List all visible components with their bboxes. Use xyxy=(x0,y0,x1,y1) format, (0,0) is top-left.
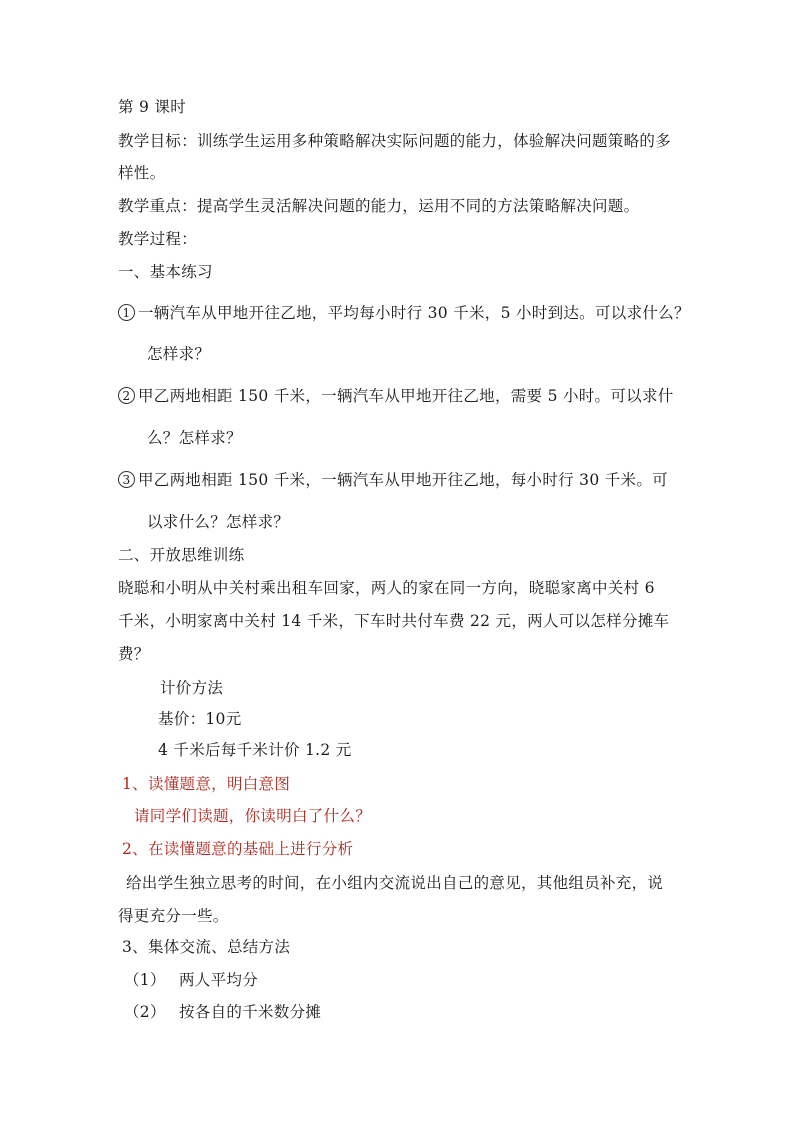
circled-number-1: 1 xyxy=(118,304,135,321)
section1-title: 一、基本练习 xyxy=(118,263,213,281)
step-2-heading: 2、在读懂题意的基础上进行分析 xyxy=(122,840,354,858)
step-1-body: 请同学们读题，你读明白了什么？ xyxy=(134,807,372,825)
process-label: 教学过程： xyxy=(118,230,198,248)
method-2 xyxy=(124,1002,321,1022)
step-2-body-line-1: 给出学生独立思考的时间，在小组内交流说出自己的意见，其他组员补充，说 xyxy=(126,874,664,892)
circled-number-2: 2 xyxy=(118,387,135,404)
exercise-1-line-2: 怎样求？ xyxy=(147,345,211,363)
method-1-text: 两人平均分 xyxy=(179,971,259,989)
exercise-1-line-1: 一辆汽车从甲地开往乙地，平均每小时行 30 千米，5 小时到达。可以求什么？ xyxy=(138,304,690,322)
focus-text: 教学重点：提高学生灵活解决问题的能力，运用不同的方法策略解决问题。 xyxy=(118,197,640,215)
exercise-2-line-1: 甲乙两地相距 150 千米，一辆汽车从甲地开往乙地，需要 5 小时。可以求什 xyxy=(138,387,674,405)
exercise-2-line-2: 么？怎样求？ xyxy=(147,429,242,447)
problem-line-3: 费？ xyxy=(118,645,150,663)
exercise-3-line-2: 以求什么？怎样求？ xyxy=(147,513,290,531)
problem-line-2: 千米，小明家离中关村 14 千米，下车时共付车费 22 元，两人可以怎样分摊车 xyxy=(118,612,670,630)
lesson-title: 第 9 课时 xyxy=(118,98,187,116)
objective-line-1: 教学目标：训练学生运用多种策略解决实际问题的能力，体验解决问题策略的多 xyxy=(118,132,672,150)
exercise-3-line-1: 甲乙两地相距 150 千米，一辆汽车从甲地开往乙地，每小时行 30 千米。可 xyxy=(138,471,668,489)
exercise-1 xyxy=(118,303,690,323)
step-2-body-line-2: 得更充分一些。 xyxy=(118,907,229,925)
objective-line-2: 样性。 xyxy=(118,164,166,182)
problem-line-1: 晓聪和小明从中关村乘出租车回家，两人的家在同一方向，晓聪家离中关村 6 xyxy=(118,579,655,597)
step-1-heading: 1、读懂题意，明白意图 xyxy=(122,775,291,793)
section2-title: 二、开放思维训练 xyxy=(118,546,245,564)
exercise-2 xyxy=(118,386,674,406)
method-1 xyxy=(124,970,258,990)
pricing-base: 基价：10元 xyxy=(158,710,242,728)
step-3-heading: 3、集体交流、总结方法 xyxy=(122,938,291,956)
pricing-title: 计价方法 xyxy=(160,679,224,697)
circled-number-3: 3 xyxy=(118,471,135,488)
exercise-3 xyxy=(118,470,668,490)
method-2-text: 按各自的千米数分摊 xyxy=(179,1003,322,1021)
method-2-marker: （2） xyxy=(124,1003,166,1021)
pricing-extra: 4 千米后每千米计价 1.2 元 xyxy=(158,741,352,759)
method-1-marker: （1） xyxy=(124,971,166,989)
